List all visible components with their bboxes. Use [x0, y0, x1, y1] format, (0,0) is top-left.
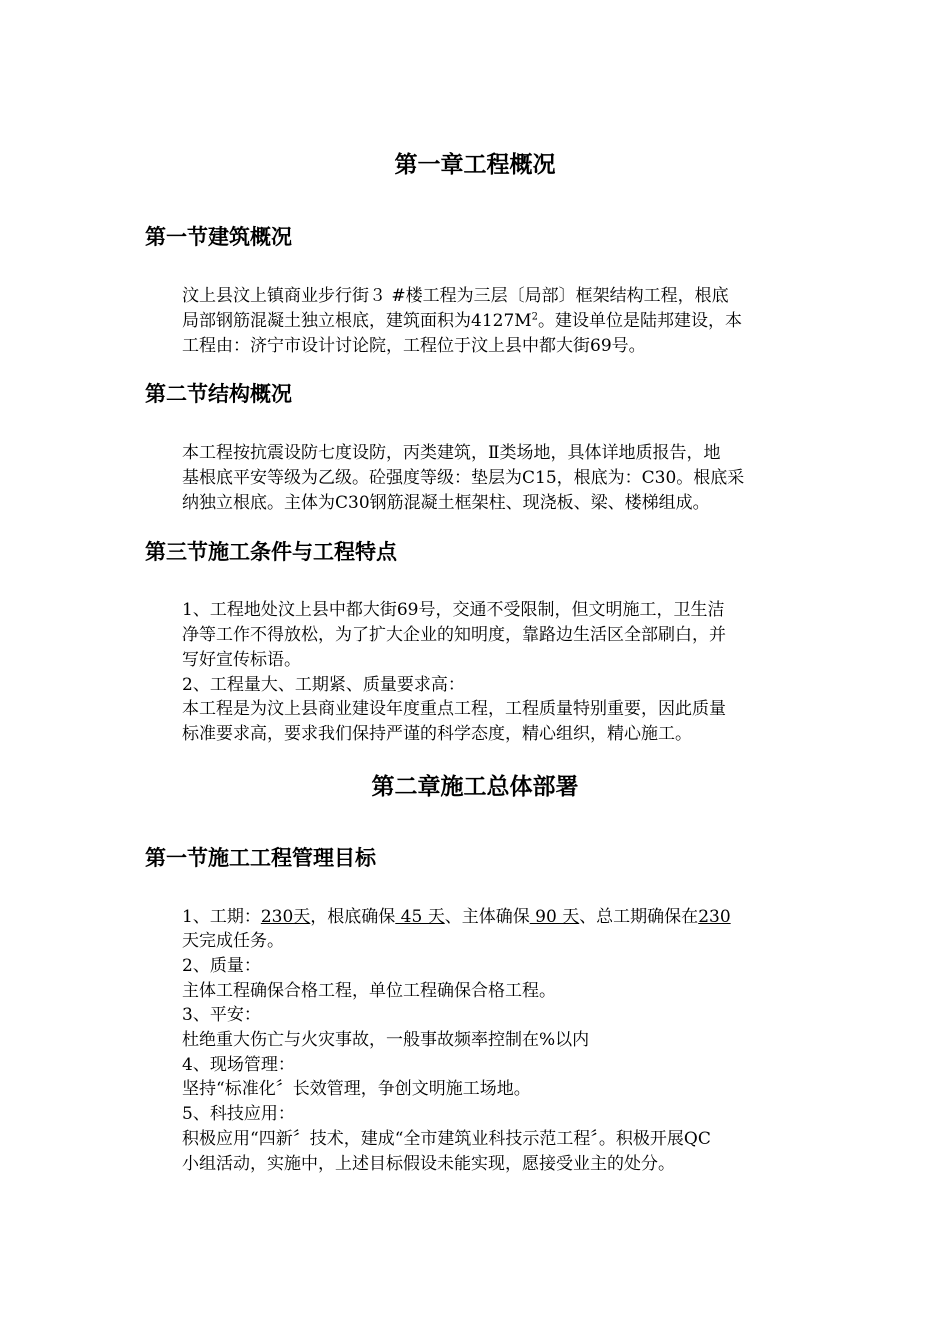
foundation-duration-value: 45 天 [395, 907, 445, 927]
main-duration-value: 90 天 [529, 907, 580, 927]
structure-overview-line-3: 纳独立根底。主体为C30钢筋混凝土框架柱、现浇板、梁、楼梯组成。 [182, 493, 710, 513]
foundation-label: ，根底确保 [310, 907, 396, 927]
overall-label: 、总工期确保在 [579, 907, 699, 927]
structure-overview-line-2: 基根底平安等级为乙级。砼强度等级：垫层为C15，根底为：C30。根底采 [182, 468, 745, 488]
goal-technology-label: 5、科技应用： [182, 1104, 295, 1124]
building-overview-line-2 [182, 309, 742, 333]
conditions-line-4: 2、工程量大、工期紧、质量要求高： [182, 675, 465, 695]
goal-site-management-label: 4、现场管理： [182, 1055, 295, 1075]
builder-text: 。建设单位是陆邦建设，本 [538, 311, 743, 331]
goal-quality-text: 主体工程确保合格工程，单位工程确保合格工程。 [182, 981, 556, 1001]
goal-safety-label: 3、平安： [182, 1005, 261, 1025]
section-conditions-title: 第三节施工条件与工程特点 [145, 540, 397, 564]
conditions-line-5: 本工程是为汶上县商业建设年度重点工程，工程质量特别重要，因此质量 [182, 699, 726, 719]
section-structure-overview-title: 第二节结构概况 [145, 382, 292, 406]
building-area-text: 局部钢筋混凝土独立根底，建筑面积为4127M [182, 311, 532, 331]
building-overview-line-3: 工程由：济宁市设计讨论院，工程位于汶上县中都大街69号。 [182, 336, 646, 356]
total-duration-value: 230天 [260, 907, 311, 927]
section-management-goals-title: 第一节施工工程管理目标 [145, 846, 376, 870]
area-superscript: 2 [531, 311, 539, 323]
conditions-line-3: 写好宣传标语。 [182, 650, 301, 670]
chapter-1-title: 第一章工程概况 [394, 152, 556, 178]
goal-schedule-line-2: 天完成任务。 [182, 931, 284, 951]
goal-technology-line-1: 积极应用“四新〞技术，建成“全市建筑业科技示范工程〞。积极开展QC [182, 1129, 711, 1149]
structure-overview-line-1: 本工程按抗震设防七度设防，丙类建筑，Ⅱ类场地，具体详地质报告，地 [182, 443, 721, 463]
overall-duration-value: 230 [698, 907, 731, 927]
goal-schedule-line-1 [182, 905, 731, 929]
conditions-line-6: 标准要求高，要求我们保持严谨的科学态度，精心组织，精心施工。 [182, 724, 692, 744]
conditions-line-1: 1、工程地处汶上县中都大街69号，交通不受限制，但文明施工，卫生洁 [182, 600, 725, 620]
section-building-overview-title: 第一节建筑概况 [145, 225, 292, 249]
goal-technology-line-2: 小组活动，实施中，上述目标假设未能实现，愿接受业主的处分。 [182, 1154, 675, 1174]
chapter-2-title: 第二章施工总体部署 [371, 774, 579, 800]
goal-safety-text: 杜绝重大伤亡与火灾事故，一般事故频率控制在%以内 [182, 1030, 590, 1050]
main-structure-label: 、主体确保 [444, 907, 530, 927]
conditions-line-2: 净等工作不得放松，为了扩大企业的知明度，靠路边生活区全部刷白，并 [182, 625, 726, 645]
building-overview-line-1: 汶上县汶上镇商业步行街３ #楼工程为三层〔局部〕框架结构工程，根底 [182, 286, 729, 306]
schedule-label: 1、工期： [182, 907, 261, 927]
goal-site-management-text: 坚持“标准化〞长效管理，争创文明施工场地。 [182, 1079, 531, 1099]
goal-quality-label: 2、质量： [182, 956, 261, 976]
